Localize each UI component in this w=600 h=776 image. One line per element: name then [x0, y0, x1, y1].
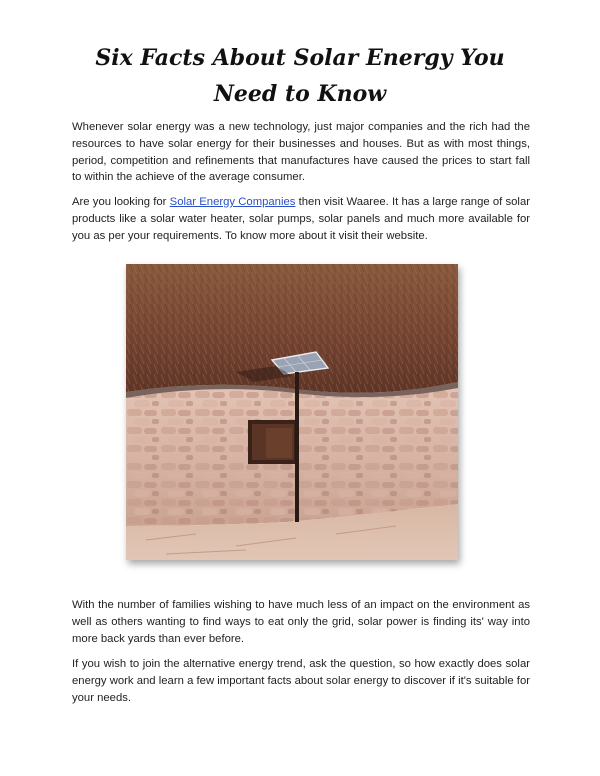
solar-panel-pole — [295, 372, 299, 522]
paragraph-families: With the number of families wishing to have much less of an impact on the environment as well as others wanting to find ways to eat only the grid, solar power is finding its' way into more back yards than ever before. — [72, 599, 530, 645]
thatched-roof — [126, 264, 458, 400]
paragraph-waaree — [72, 194, 530, 244]
solar-energy-companies-link[interactable]: Solar Energy Companies — [169, 196, 296, 208]
paragraph-intro: Whenever solar energy was a new technology, just major companies and the rich had the resources to have solar energy for their businesses and houses. But as with most things, period, competition and refinements that manufactures have caused the prices to start fall to within the achieve of the average consumer. — [72, 121, 530, 184]
page-title: Six Facts About Solar Energy You Need to Know — [95, 45, 505, 107]
solar-hut-photo — [126, 264, 458, 560]
paragraph-waaree-rest: then visit Waaree. It has a large range of solar products like a solar water heater, solar pumps, solar panels and much more available for you as per your requirements. To know more about it visit their website. — [72, 196, 530, 242]
paragraph-join-trend: If you wish to join the alternative energy trend, ask the question, so how exactly does solar energy work and learn a few important facts about solar energy to discover if it's suitable for your needs. — [72, 658, 530, 704]
paragraph-waaree-lead: Are you looking for — [72, 196, 170, 208]
hut-window — [248, 420, 298, 464]
